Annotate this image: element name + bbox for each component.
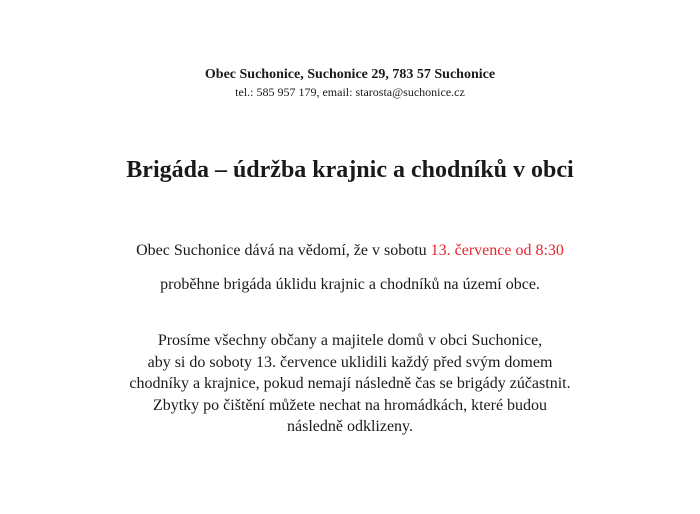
- request-line: následně odklizeny.: [286, 418, 414, 435]
- request-paragraph: [0, 330, 700, 438]
- header-organization: Obec Suchonice, Suchonice 29, 783 57 Suchonice: [204, 67, 496, 82]
- announcement-line-2: proběhne brigáda úklidu krajnic a chodníků na území obce.: [160, 276, 540, 293]
- announcement-text: Obec Suchonice dává na vědomí, že v sobotu: [136, 242, 431, 259]
- header-contact: tel.: 585 957 179, email: starosta@suchonice.cz: [235, 85, 465, 99]
- announcement-date-highlight: 13. července od 8:30: [430, 242, 564, 259]
- request-line: chodníky a krajnice, pokud nemají následně čas se brigády zúčastnit.: [129, 375, 571, 392]
- request-line: aby si do soboty 13. července uklidili každý před svým domem: [147, 353, 553, 371]
- document-title: Brigáda – údržba krajnic a chodníků v obci: [126, 157, 574, 183]
- request-line: Prosíme všechny občany a majitele domů v obci Suchonice,: [157, 332, 543, 349]
- announcement-line-1: [0, 241, 700, 260]
- request-line: Zbytky po čištění můžete nechat na hromádkách, které budou: [152, 396, 548, 414]
